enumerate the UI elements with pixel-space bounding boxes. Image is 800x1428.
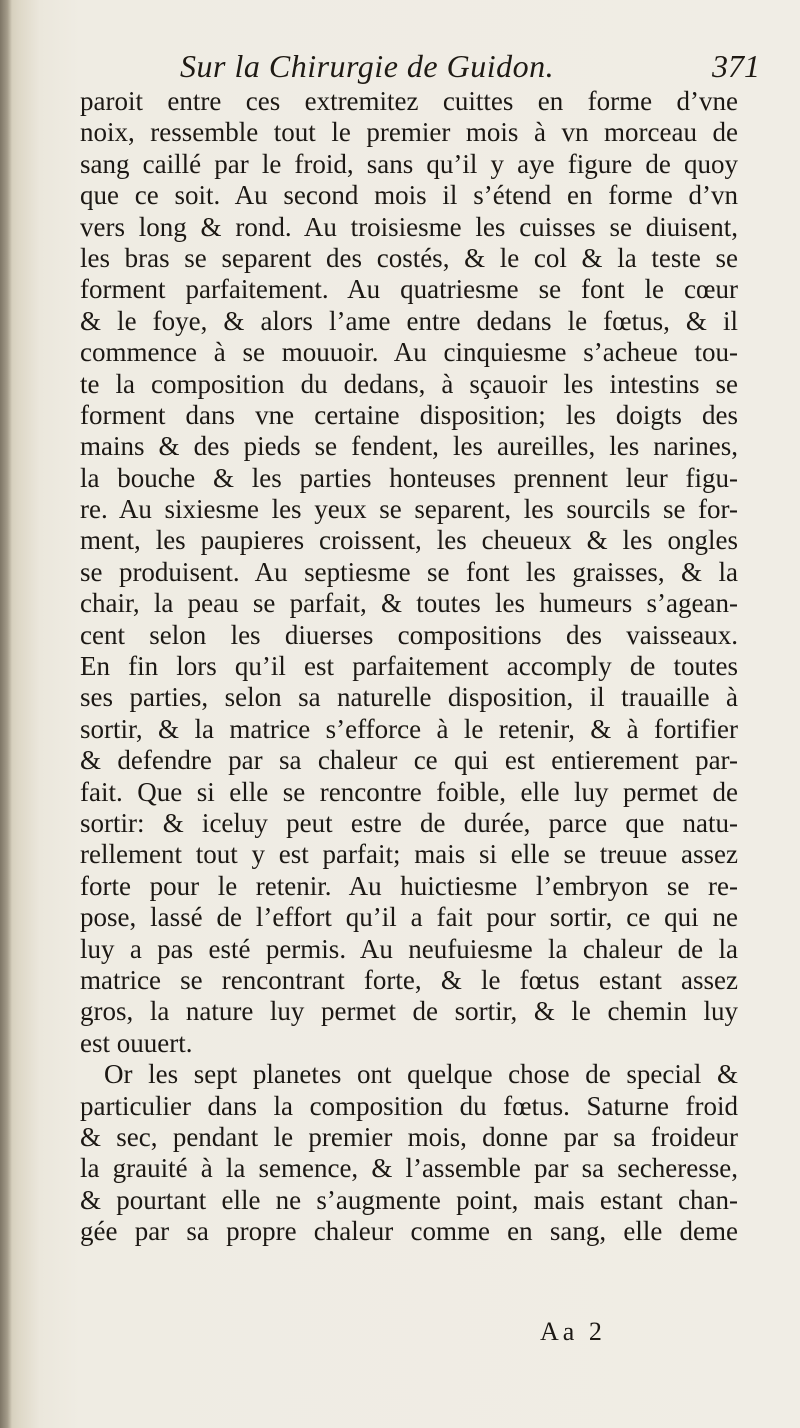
text-line: sortir, & la matrice s’efforce à le retenir, & à fortifier xyxy=(80,713,738,744)
page-header xyxy=(170,48,770,88)
text-line: fait. Que si elle se rencontre foible, elle luy permet de xyxy=(80,776,738,807)
text-line-paragraph-start: Or les sept planetes ont quelque chose de special & xyxy=(104,1059,738,1090)
text-line: gée par sa propre chaleur comme en sang, elle deme xyxy=(80,1216,738,1247)
text-line: la grauité à la semence, & l’assemble par sa secheresse, xyxy=(80,1153,738,1184)
text-line: luy a pas esté permis. Au neufuiesme la chaleur de la xyxy=(80,933,738,964)
text-line: forment dans vne certaine disposition; les doigts des xyxy=(80,399,738,430)
text-line: cent selon les diuerses compositions des vaisseaux. xyxy=(80,619,738,650)
text-line: particulier dans la composition du fœtus. Saturne froid xyxy=(80,1090,738,1121)
page-number: 371 xyxy=(712,48,760,84)
text-line: re. Au sixiesme les yeux se separent, les sourcils se for- xyxy=(80,494,738,525)
signature-mark: Aa 2 xyxy=(540,1317,606,1346)
text-line: vers long & rond. Au troisiesme les cuisses se diuisent, xyxy=(80,211,738,242)
text-line: chair, la peau se parfait, & toutes les humeurs s’agean- xyxy=(80,588,738,619)
text-line: se produisent. Au septiesme se font les graisses, & la xyxy=(80,556,738,587)
text-line: paroit entre ces extremitez cuittes en forme d’vne xyxy=(80,86,738,116)
text-line: noix, ressemble tout le premier mois à vn morceau de xyxy=(80,117,738,148)
text-line: sang caillé par le froid, sans qu’il y aye figure de quoy xyxy=(80,148,738,179)
text-line: & le foye, & alors l’ame entre dedans le fœtus, & il xyxy=(80,305,738,336)
text-line: pose, lassé de l’effort qu’il a fait pour sortir, ce qui ne xyxy=(80,902,738,933)
text-line: & pourtant elle ne s’augmente point, mais estant chan- xyxy=(80,1184,738,1215)
text-line: rellement tout y est parfait; mais si elle se treuue assez xyxy=(80,839,738,870)
text-line: & defendre par sa chaleur ce qui est entierement par- xyxy=(80,745,738,776)
text-line: gros, la nature luy permet de sortir, & le chemin luy xyxy=(80,996,738,1027)
text-line: ses parties, selon sa naturelle disposition, il trauaille à xyxy=(80,682,738,713)
text-line: ment, les paupieres croissent, les cheueux & les ongles xyxy=(80,525,738,556)
page-binding-shadow xyxy=(0,0,12,1428)
text-line: commence à se mouuoir. Au cinquiesme s’acheue tou- xyxy=(80,337,738,368)
text-line-paragraph-end: est ouuert. xyxy=(80,1027,193,1058)
text-line: la bouche & les parties honteuses prennent leur figu- xyxy=(80,462,738,493)
text-line: mains & des pieds se fendent, les aureilles, les narines, xyxy=(80,431,738,462)
text-line: En fin lors qu’il est parfaitement accomply de toutes xyxy=(80,651,738,682)
text-line: que ce soit. Au second mois il s’étend en forme d’vn xyxy=(80,180,738,211)
text-line: & sec, pendant le premier mois, donne par sa froideur xyxy=(80,1121,738,1152)
text-line: forment parfaitement. Au quatriesme se font le cœur xyxy=(80,274,738,305)
body-text xyxy=(80,86,738,1247)
text-line: matrice se rencontrant forte, & le fœtus estant assez xyxy=(80,964,738,995)
text-line: sortir: & iceluy peut estre de durée, parce que natu- xyxy=(80,807,738,838)
text-line: les bras se separent des costés, & le col & la teste se xyxy=(80,242,738,273)
text-line: te la composition du dedans, à sçauoir les intestins se xyxy=(80,368,738,399)
running-title: Sur la Chirurgie de Guidon. xyxy=(180,48,555,84)
text-line: forte pour le retenir. Au huictiesme l’embryon se re- xyxy=(80,870,738,901)
